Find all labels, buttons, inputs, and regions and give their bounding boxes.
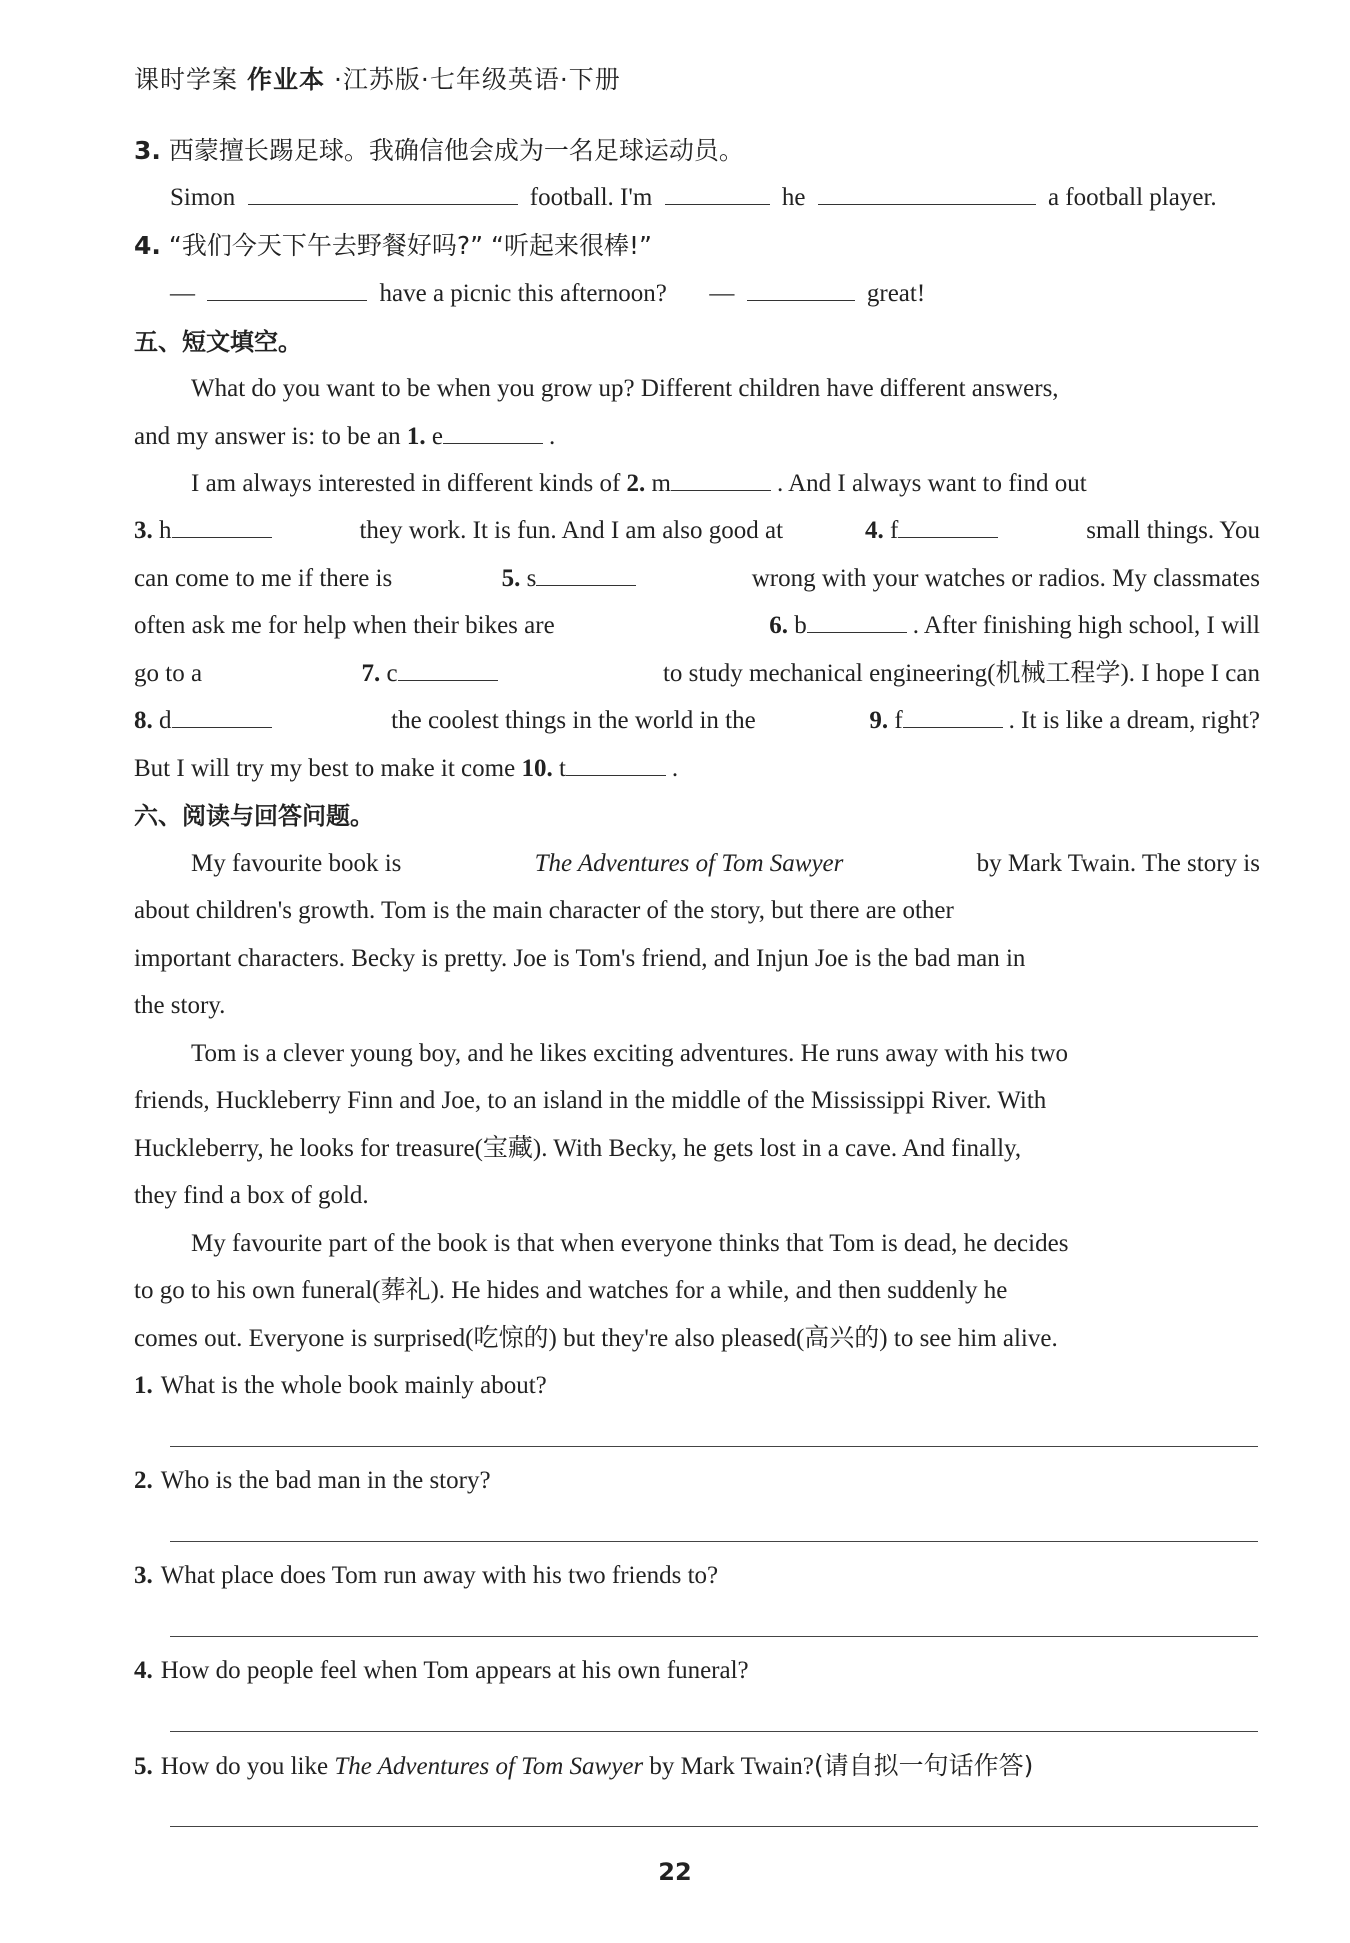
cloze-text: go to a — [134, 660, 203, 687]
cloze-line-3 — [134, 460, 1260, 508]
translation-q3-english — [170, 174, 1260, 222]
blank-number: 1. — [406, 423, 426, 450]
cloze-blank-10[interactable] — [566, 749, 666, 776]
reading-p2-line-2: friends, Huckleberry Finn and Joe, to an island in the middle of the Mississippi River. With — [134, 1087, 1047, 1114]
blank-number: 10. — [521, 755, 553, 782]
cloze-line-6 — [134, 602, 1260, 650]
question-text: by Mark Twain? — [649, 1753, 814, 1780]
q4-text-b: have a picnic this afternoon? — [379, 280, 667, 307]
cloze-blank-5[interactable] — [536, 559, 636, 586]
question-number: 4. — [134, 231, 161, 260]
cloze-blank-9[interactable] — [903, 701, 1003, 728]
cloze-text: . It is like a dream, right? — [1008, 707, 1260, 734]
answer-line-5[interactable] — [170, 1826, 1258, 1827]
cloze-line-4 — [134, 507, 1260, 555]
question-text: What place does Tom run away with his two friends to? — [160, 1562, 719, 1589]
question-text: Who is the bad man in the story? — [160, 1467, 491, 1494]
q3-chinese-text: 西蒙擅长踢足球。我确信他会成为一名足球运动员。 — [168, 136, 744, 165]
blank-number: 6. — [769, 612, 789, 639]
blank-hint-letter: b — [794, 612, 807, 639]
header-series: 课时学案 — [134, 65, 239, 94]
blank-number: 3. — [134, 517, 153, 544]
q3-text-d: a football player. — [1047, 184, 1217, 211]
blank-number: 9. — [869, 707, 889, 734]
cloze-line-7 — [134, 650, 1260, 698]
cloze-line-5 — [134, 555, 1260, 603]
answer-line-2[interactable] — [170, 1541, 1258, 1542]
question-1 — [134, 1362, 1260, 1410]
cloze-text: . And I always want to find out — [776, 470, 1087, 497]
cloze-text: to study mechanical engineering(机械工程学). I hope I can — [662, 660, 1260, 687]
reading-p3-line-1: My favourite part of the book is that when everyone thinks that Tom is dead, he decides — [191, 1230, 1069, 1257]
translation-q4-chinese — [134, 222, 1260, 270]
q3-blank-3[interactable] — [818, 178, 1036, 205]
q4-blank-2[interactable] — [747, 274, 855, 301]
blank-hint-letter: s — [526, 565, 537, 592]
reading-p1-line-2: about children's growth. Tom is the main character of the story, but there are other — [134, 897, 954, 924]
question-text: How do people feel when Tom appears at his own funeral? — [160, 1657, 749, 1684]
blank-hint-letter: f — [890, 517, 899, 544]
cloze-text: wrong with your watches or radios. My classmates — [751, 565, 1260, 592]
book-title: The Adventures of Tom Sawyer — [334, 1753, 644, 1780]
q4-text-d: great! — [866, 280, 926, 307]
q3-text-b: football. I'm — [529, 184, 653, 211]
question-text: What is the whole book mainly about? — [160, 1372, 547, 1399]
translation-q4-english — [170, 270, 1260, 318]
q4-chinese-text: “我们今天下午去野餐好吗?” “听起来很棒!” — [168, 231, 652, 260]
cloze-line-1 — [134, 365, 1260, 413]
q4-dash-2: — — [709, 280, 735, 307]
blank-hint-letter: m — [651, 470, 671, 497]
cloze-text: often ask me for help when their bikes are — [134, 612, 555, 639]
question-number: 3. — [134, 136, 161, 165]
reading-p2-line-4: they find a box of gold. — [134, 1182, 369, 1209]
question-text: How do you like — [160, 1753, 329, 1780]
reading-text: My favourite book is — [191, 850, 402, 877]
cloze-text: small things. You — [1086, 517, 1260, 544]
blank-number: 7. — [361, 660, 381, 687]
blank-number: 4. — [865, 517, 884, 544]
reading-p3-line-2: to go to his own funeral(葬礼). He hides and watches for a while, and then suddenly he — [134, 1277, 1008, 1304]
blank-number: 5. — [501, 565, 521, 592]
cloze-text: I am always interested in different kinds of — [191, 470, 621, 497]
reading-p2-line-1: Tom is a clever young boy, and he likes exciting adventures. He runs away with his two — [191, 1040, 1068, 1067]
cloze-blank-2[interactable] — [671, 464, 771, 491]
question-5 — [134, 1742, 1260, 1791]
q3-text-a: Simon — [170, 184, 236, 211]
blank-hint-letter: c — [386, 660, 398, 687]
cloze-text: can come to me if there is — [134, 565, 393, 592]
question-number: 4. — [134, 1657, 153, 1684]
blank-hint-letter: t — [558, 755, 566, 782]
blank-hint-letter: e — [431, 423, 443, 450]
section-6-title: 六、阅读与回答问题。 — [134, 802, 374, 830]
q3-text-c: he — [781, 184, 806, 211]
reading-p1-line-1 — [134, 840, 1260, 888]
cloze-line-8 — [134, 697, 1260, 745]
answer-line-4[interactable] — [170, 1731, 1258, 1732]
question-number: 5. — [134, 1753, 153, 1780]
question-number: 3. — [134, 1562, 153, 1589]
cloze-text: and my answer is: to be an — [134, 423, 401, 450]
cloze-text: . — [671, 755, 679, 782]
running-header — [134, 60, 621, 96]
cloze-blank-6[interactable] — [807, 606, 907, 633]
answer-line-3[interactable] — [170, 1636, 1258, 1637]
cloze-blank-7[interactable] — [398, 654, 498, 681]
cloze-blank-3[interactable] — [172, 511, 272, 538]
answer-line-1[interactable] — [170, 1446, 1258, 1447]
cloze-text: the coolest things in the world in the — [391, 707, 756, 734]
cloze-text: What do you want to be when you grow up? Different children have different answers, — [191, 375, 1059, 402]
cloze-text: But I will try my best to make it come — [134, 755, 516, 782]
question-number: 2. — [134, 1467, 153, 1494]
reading-p1-line-3: important characters. Becky is pretty. Joe is Tom's friend, and Injun Joe is the bad man in — [134, 945, 1026, 972]
question-2 — [134, 1457, 1260, 1505]
cloze-blank-8[interactable] — [172, 701, 272, 728]
book-title: The Adventures of Tom Sawyer — [534, 850, 844, 877]
blank-number: 2. — [626, 470, 646, 497]
cloze-blank-4[interactable] — [898, 511, 998, 538]
cloze-text: . — [548, 423, 556, 450]
cloze-line-2 — [134, 413, 1260, 461]
reading-p2-line-3: Huckleberry, he looks for treasure(宝藏). With Becky, he gets lost in a cave. And finally, — [134, 1135, 1022, 1162]
blank-number: 8. — [134, 707, 153, 734]
reading-p3-line-3: comes out. Everyone is surprised(吃惊的) but they're also pleased(高兴的) to see him alive. — [134, 1325, 1058, 1352]
header-rest: ·江苏版·七年级英语·下册 — [333, 65, 621, 94]
reading-p1-line-4: the story. — [134, 992, 226, 1019]
reading-text: by Mark Twain. The story is — [976, 850, 1260, 877]
cloze-text: they work. It is fun. And I am also good at — [359, 517, 784, 544]
blank-hint-letter: f — [894, 707, 903, 734]
q3-blank-1[interactable] — [248, 178, 518, 205]
cloze-blank-1[interactable] — [443, 417, 543, 444]
question-4 — [134, 1647, 1260, 1695]
question-3 — [134, 1552, 1260, 1600]
q4-dash-1: — — [170, 280, 195, 307]
blank-hint-letter: d — [159, 707, 172, 734]
cloze-text: . After finishing high school, I will — [912, 612, 1260, 639]
question-instruction: (请自拟一句话作答) — [813, 1751, 1034, 1780]
cloze-line-9 — [134, 745, 1260, 793]
question-number: 1. — [134, 1372, 153, 1399]
blank-hint-letter: h — [159, 517, 172, 544]
page-number: 22 — [658, 1858, 692, 1886]
header-bold: 作业本 — [246, 65, 325, 94]
section-5-title: 五、短文填空。 — [134, 328, 302, 356]
q3-blank-2[interactable] — [665, 178, 770, 205]
translation-q3-chinese — [134, 127, 1260, 175]
q4-blank-1[interactable] — [207, 274, 367, 301]
